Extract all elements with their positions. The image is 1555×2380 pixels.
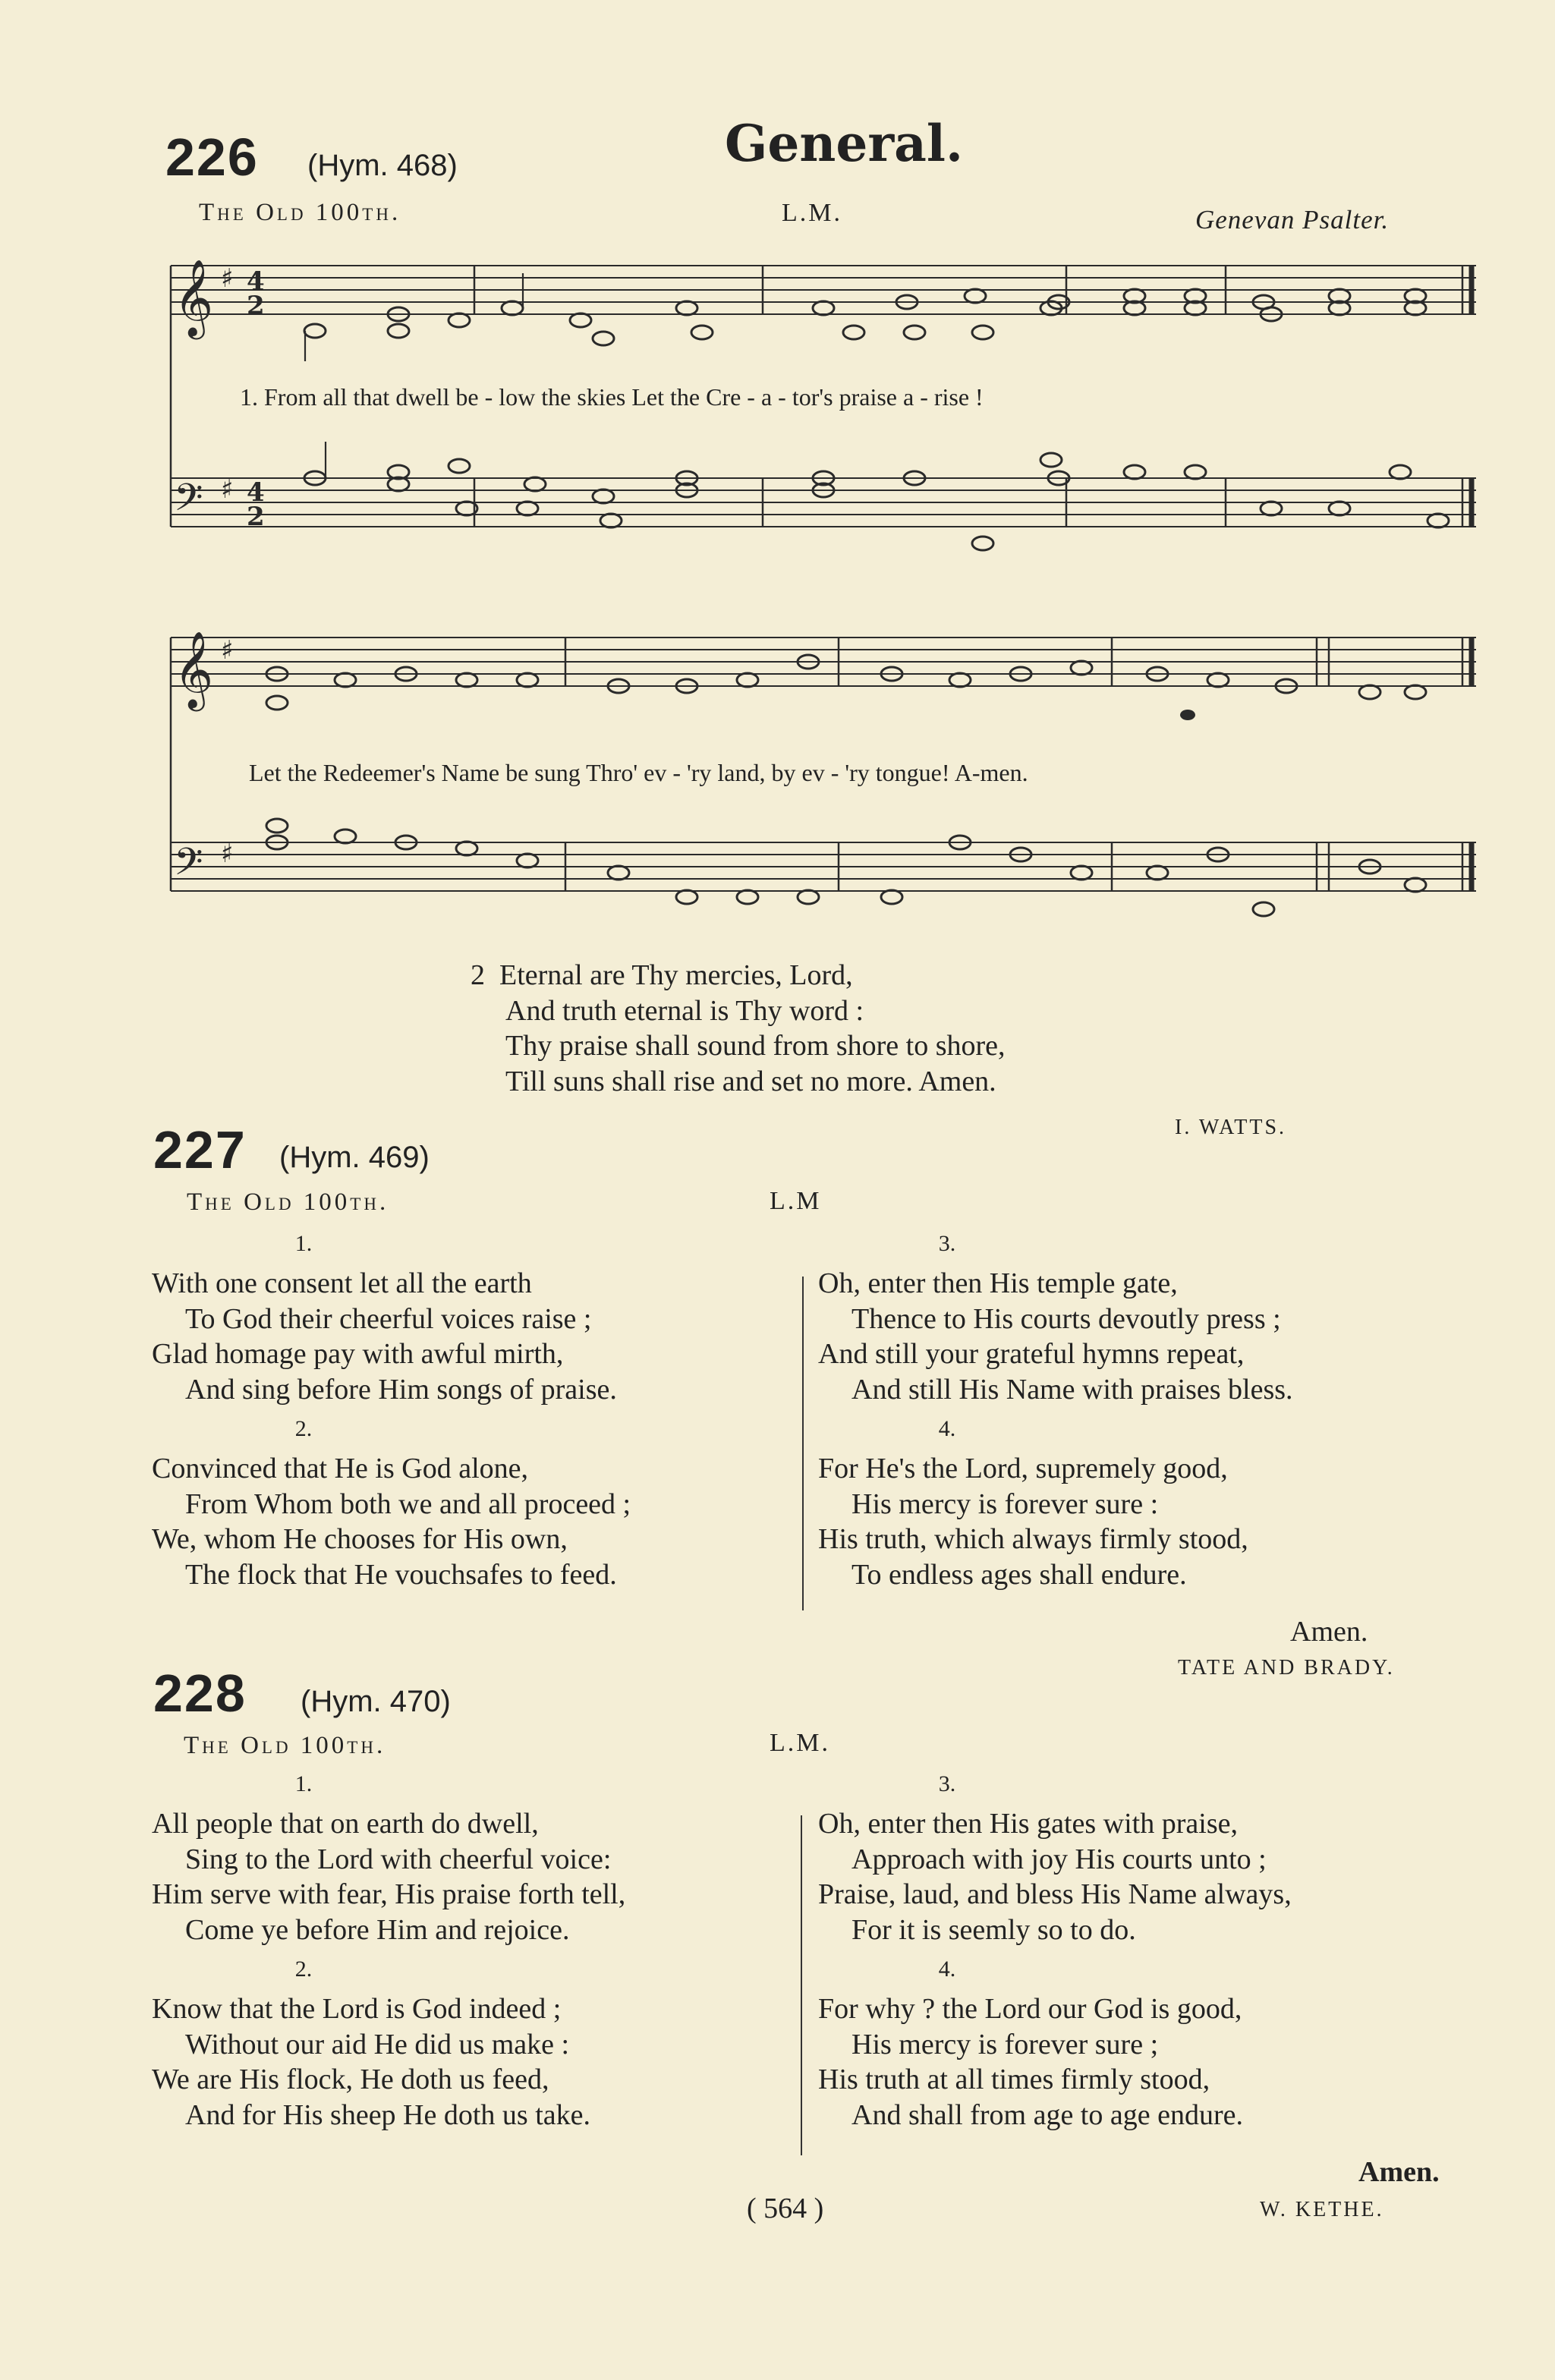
hymn-227-number: 227 [153, 1120, 247, 1179]
hymn-226-author: I. WATTS. [1175, 1116, 1287, 1139]
hymn-228-column-right [818, 1771, 1486, 2133]
verse-line: And shall from age to age endure. [851, 2098, 1243, 2131]
verse-line: Him serve with fear, His praise forth tell, [152, 1878, 626, 1910]
verse-line: With one consent let all the earth [152, 1267, 532, 1299]
verse-number: 4. [938, 1416, 956, 1441]
verse-line: Praise, laud, and bless His Name always, [818, 1878, 1292, 1910]
verse-line: And sing before Him songs of praise. [185, 1373, 617, 1406]
verse-line: His mercy is forever sure : [851, 1488, 1159, 1520]
verse-line: For He's the Lord, supremely good, [818, 1453, 1228, 1484]
column-divider [802, 1277, 804, 1610]
verse-line: To endless ages shall endure. [851, 1558, 1187, 1591]
svg-text:♯: ♯ [221, 635, 234, 666]
hymn-228-number: 228 [153, 1664, 247, 1723]
hymn-228-amen: Amen. [1358, 2156, 1440, 2188]
verse-line: For it is seemly so to do. [851, 1913, 1136, 1946]
hymn-227-ref: (Hym. 469) [279, 1141, 430, 1174]
verse-line: We, whom He chooses for His own, [152, 1523, 568, 1555]
verse-number: 2. [294, 1416, 313, 1441]
verse-line: His truth at all times firmly stood, [818, 2064, 1210, 2095]
hymn-226-number: 226 [165, 128, 259, 187]
verse-line: And still His Name with praises bless. [851, 1373, 1293, 1406]
svg-text:𝄞: 𝄞 [174, 258, 214, 336]
hymn-226-meter: L.M. [782, 199, 842, 227]
hymn-226-tune: The Old 100th. [199, 199, 401, 226]
treble-staff-2 [171, 630, 1476, 712]
verse-line: The flock that He vouchsafes to feed. [185, 1558, 617, 1591]
verse-line: Come ye before Him and rejoice. [185, 1913, 570, 1946]
hymn-228-column-left [152, 1771, 804, 2133]
verse-line: Sing to the Lord with cheerful voice: [185, 1843, 612, 1875]
hymn-226-lyrics-line-2: Let the Redeemer's Name be sung Thro' ev - 'ry land, by ev - 'ry tongue! A-men. [249, 759, 1028, 786]
verse-line: Oh, enter then His temple gate, [818, 1267, 1178, 1299]
verse-line: Till suns shall rise and set no more. Amen. [505, 1065, 996, 1097]
verse-line: Know that the Lord is God indeed ; [152, 1993, 562, 2025]
hymn-227-meter: L.M [770, 1187, 822, 1215]
music-system-1 [156, 250, 1484, 607]
verse-line: We are His flock, He doth us feed, [152, 2064, 549, 2095]
verse-line: His truth, which always firmly stood, [818, 1523, 1248, 1555]
hymn-227-column-right [818, 1231, 1486, 1592]
svg-text:4: 4 [247, 477, 265, 508]
verse-line: And still your grateful hymns repeat, [818, 1338, 1245, 1370]
hymn-228-tune: The Old 100th. [184, 1732, 386, 1759]
svg-text:♯: ♯ [221, 263, 234, 294]
svg-text:♯: ♯ [221, 839, 234, 869]
hymn-228-meter: L.M. [770, 1729, 830, 1757]
verse-number: 3. [938, 1231, 956, 1256]
svg-text:𝄞: 𝄞 [174, 630, 214, 708]
verse-number: 4. [938, 1957, 956, 1982]
hymn-226-composer: Genevan Psalter. [1195, 205, 1390, 235]
hymn-228-author: W. KETHE. [1260, 2198, 1384, 2221]
svg-text:4: 4 [247, 266, 265, 297]
verse-line: Eternal are Thy mercies, Lord, [499, 959, 853, 991]
verse-line: Glad homage pay with awful mirth, [152, 1338, 564, 1370]
svg-text:2: 2 [247, 502, 265, 532]
hymn-227-tune: The Old 100th. [187, 1188, 389, 1216]
verse-line: All people that on earth do dwell, [152, 1808, 539, 1840]
verse-line: And for His sheep He doth us take. [185, 2098, 591, 2131]
verse-number: 2 [471, 959, 485, 991]
verse-line: To God their cheerful voices raise ; [185, 1302, 592, 1335]
verse-line: Without our aid He did us make : [185, 2028, 570, 2060]
verse-line: From Whom both we and all proceed ; [185, 1488, 631, 1520]
treble-staff-1 [171, 258, 1476, 340]
verse-line: Thy praise shall sound from shore to shore, [505, 1030, 1006, 1062]
verse-line: Convinced that He is God alone, [152, 1453, 529, 1484]
verse-line: Approach with joy His courts unto ; [851, 1843, 1267, 1875]
svg-text:2: 2 [247, 291, 265, 321]
verse-number: 1. [294, 1771, 313, 1796]
verse-line: For why ? the Lord our God is good, [818, 1993, 1242, 2025]
hymn-227-author: TATE AND BRADY. [1178, 1656, 1395, 1680]
verse-number: 2. [294, 1957, 313, 1982]
bass-staff-2 [171, 839, 1476, 893]
verse-line: And truth eternal is Thy word : [505, 994, 864, 1027]
hymn-228-ref: (Hym. 470) [301, 1685, 451, 1718]
verse-number: 1. [294, 1231, 313, 1256]
verse-line: Thence to His courts devoutly press ; [851, 1302, 1281, 1335]
svg-text:𝄢: 𝄢 [174, 476, 203, 529]
treble-notes-2 [266, 655, 1426, 720]
verse-line: Oh, enter then His gates with praise, [818, 1808, 1238, 1840]
svg-text:𝄢: 𝄢 [174, 840, 203, 893]
hymn-226-verse-2 [471, 958, 1006, 1099]
svg-text:♯: ♯ [221, 474, 234, 505]
treble-notes-1 [304, 273, 1426, 361]
hymn-227-column-left [152, 1231, 804, 1592]
hymn-227-amen: Amen. [1290, 1616, 1368, 1648]
hymn-226-lyrics-line-1: 1. From all that dwell be - low the skies Let the Cre - a - tor's praise a - rise ! [240, 383, 984, 411]
page-number: ( 564 ) [747, 2193, 824, 2224]
section-title: General. [725, 114, 963, 173]
verse-line: His mercy is forever sure ; [851, 2028, 1159, 2060]
bass-notes-1 [304, 442, 1449, 550]
column-divider [801, 1815, 802, 2155]
verse-number: 3. [938, 1771, 956, 1796]
hymn-226-ref: (Hym. 468) [307, 149, 458, 182]
